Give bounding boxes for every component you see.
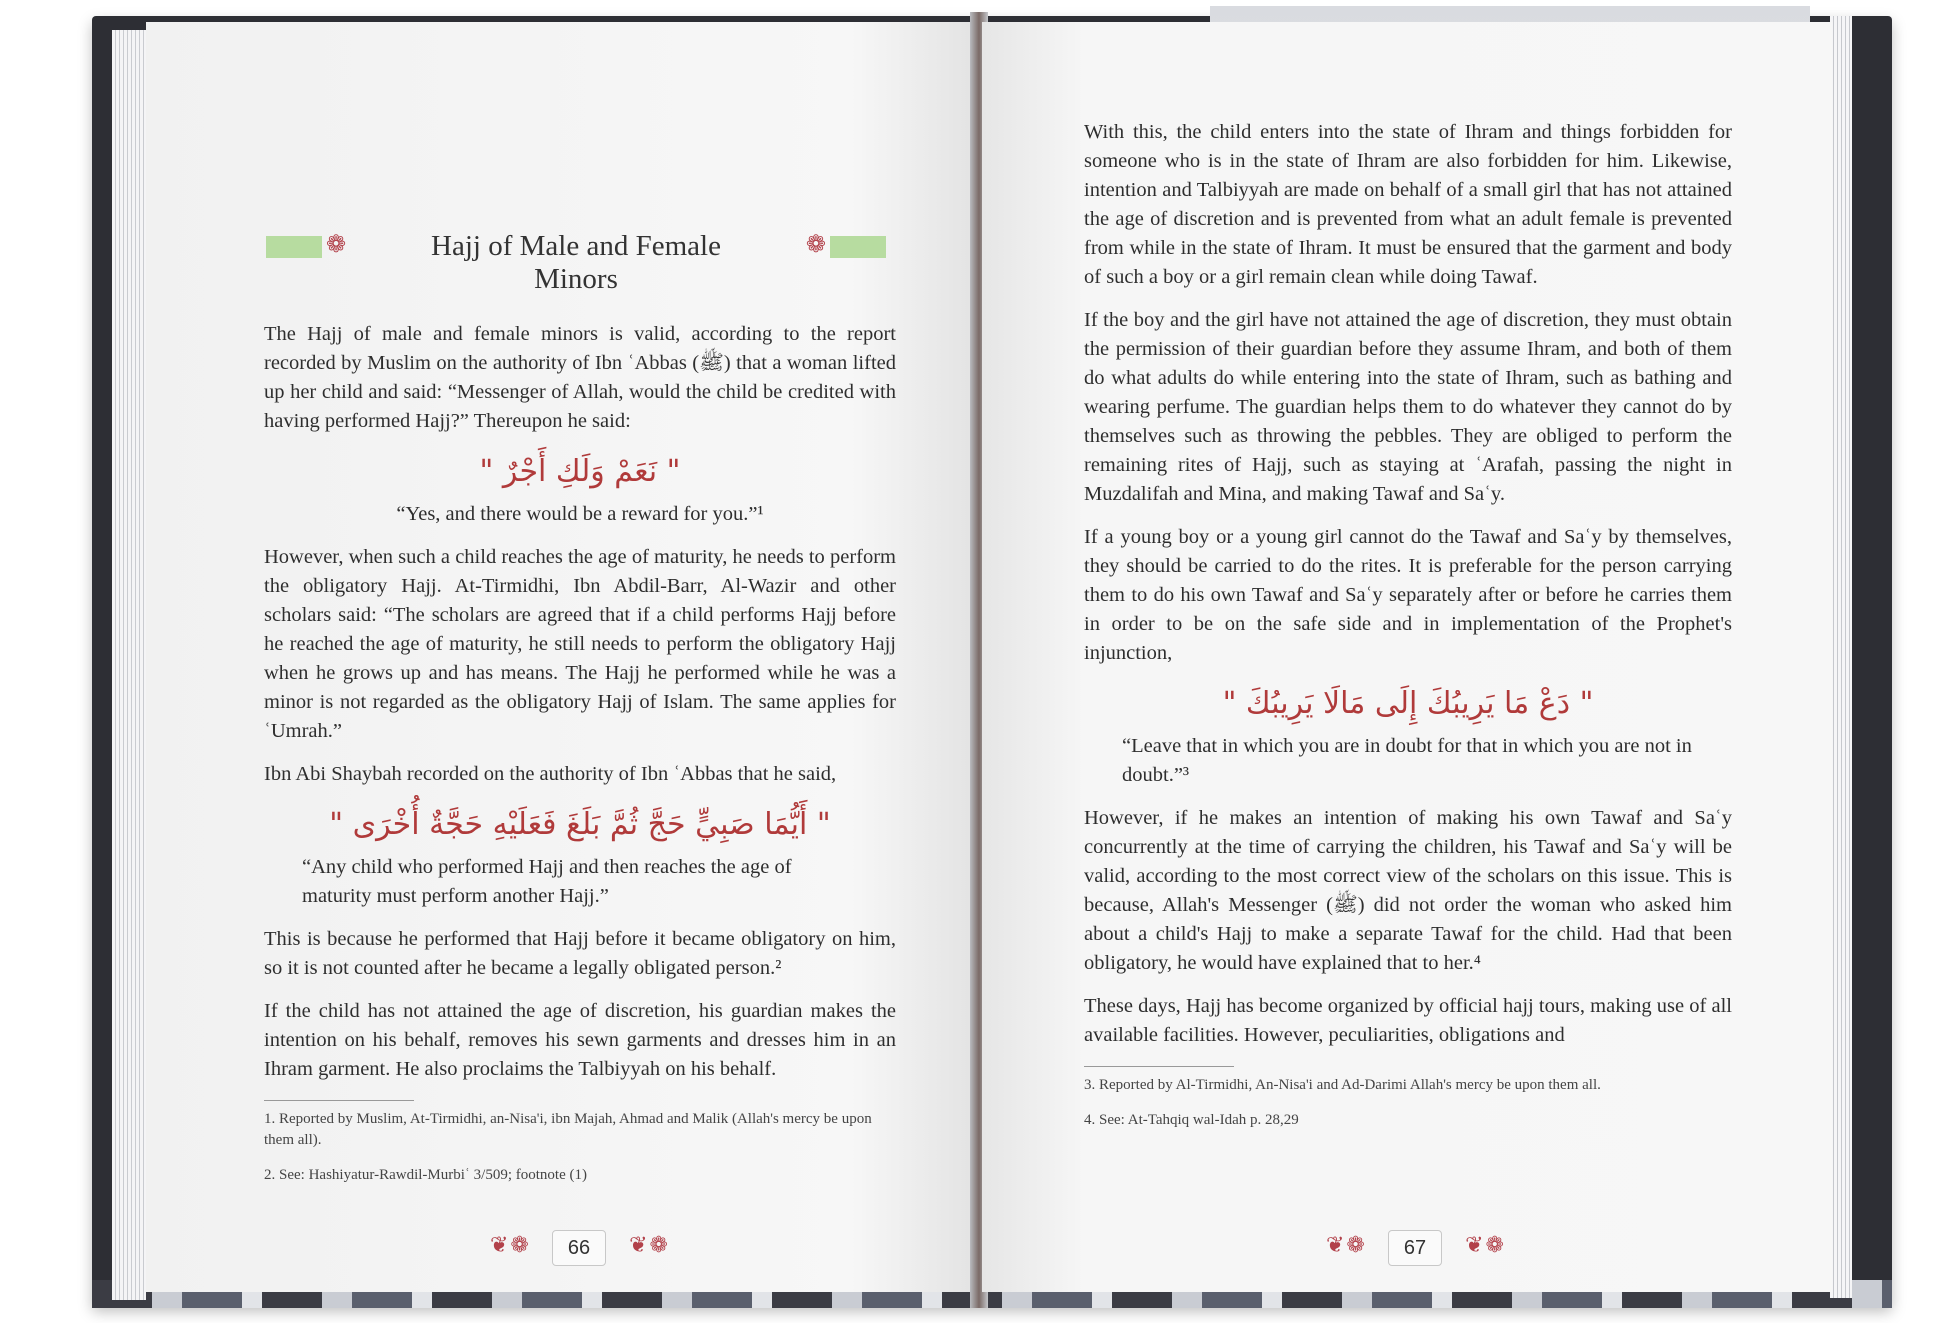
paragraph: If a young boy or a young girl cannot do the Tawaf and Saʿy by themselves, they should be carried to do the rites. It is preferable for the person carrying them to do his own Tawaf and Saʿy separately after or before he carries them in order to be on the safe side and in implementation of the Prophet's injunction, xyxy=(1084,526,1732,664)
page-edges-right xyxy=(1830,16,1852,1298)
arabic-quote: " أَيُّمَا صَبِيٍّ حَجَّ ثُمَّ بَلَغَ فَعَلَيْهِ حَجَّةٌ أُخْرَى " xyxy=(329,807,831,842)
translation-quote: “Leave that in which you are in doubt for that in which you are not in doubt.”³ xyxy=(1122,735,1692,786)
page-edges-left xyxy=(112,30,146,1300)
ornament-icon: ❦❁ xyxy=(1465,1232,1506,1257)
paragraph: With this, the child enters into the state of Ihram and things forbidden for someone who is in the state of Ihram are also forbidden for him. Likewise, intention and Talbiyyah are made on behalf of a small girl that has not attained the age of discretion and is prevented from what an adult female is prevented from while in the state of Ihram. It must be ensured that the garment and body of such a boy or a girl remain clean while doing Tawaf. xyxy=(1084,121,1732,288)
arabic-quote: " دَعْ مَا يَرِيبُكَ إِلَى مَالَا يَرِيبُكَ " xyxy=(1222,686,1594,721)
left-body-text xyxy=(264,320,896,1200)
paragraph: However, when such a child reaches the age of maturity, he needs to perform the obligatory Hajj. At-Tirmidhi, Ibn Abdil-Barr, Al-Wazir and other scholars said: “The scholars are agreed that if a child performs Hajj before he reached the age of maturity, he still needs to perform the obligatory Hajj when he grows up and has means. The Hajj he performed while he was a minor is not regarded as the obligatory Hajj of Islam. The same applies for ʿUmrah.” xyxy=(264,546,896,742)
chapter-title-row xyxy=(266,222,886,295)
paragraph: If the boy and the girl have not attained the age of discretion, they must obtain the permission of their guardian before they assume Ihram, and both of them do what adults do while entering into the state of Ihram, such as bathing and wearing perfume. The guardian helps them to do whatever they cannot do by themselves such as throwing the pebbles. They are obliged to perform the remaining rites of Hajj, such as staying at ʿArafah, passing the night in Muzdalifah and Mina, and making Tawaf and Saʿy. xyxy=(1084,309,1732,505)
footnote: 1. Reported by Muslim, At-Tirmidhi, an-Nisa'i, ibn Majah, Ahmad and Malik (Allah's mercy be upon them all). xyxy=(264,1111,872,1148)
title-bar-left xyxy=(266,236,322,258)
footnote-divider xyxy=(264,1100,414,1101)
right-body-text xyxy=(1084,118,1732,1145)
left-page xyxy=(146,22,976,1292)
translation-quote: “Yes, and there would be a reward for you.”¹ xyxy=(396,503,764,525)
footnote: 3. Reported by Al-Tirmidhi, An-Nisa'i and Ad-Darimi Allah's mercy be upon them all. xyxy=(1084,1077,1601,1093)
flower-ornament-icon: ❁ xyxy=(326,232,347,258)
paragraph: If the child has not attained the age of discretion, his guardian makes the intention on his behalf, removes his sewn garments and dresses him in an Ihram garment. He also proclaims the Talbiyyah on his behalf. xyxy=(264,1000,896,1080)
ornament-icon: ❦❁ xyxy=(629,1232,670,1257)
right-page xyxy=(982,22,1832,1292)
paragraph: These days, Hajj has become organized by official hajj tours, making use of all available facilities. However, peculiarities, obligations and xyxy=(1084,995,1732,1046)
page-number-right xyxy=(1326,1230,1506,1266)
paragraph: However, if he makes an intention of making his own Tawaf and Saʿy concurrently at the time of carrying the children, his Tawaf and Saʿy will be valid, according to the most correct view of the scholars on this issue. This is because, Allah's Messenger (ﷺ) did not order the woman who asked him about a child's Hajj to make a separate Tawaf for the child. Had that been obligatory, he would have explained that to her.⁴ xyxy=(1084,807,1733,974)
footnote: 4. See: At-Tahqiq wal-Idah p. 28,29 xyxy=(1084,1112,1299,1128)
ornament-icon: ❦❁ xyxy=(1326,1232,1367,1257)
footnote: 2. See: Hashiyatur-Rawdil-Murbiʿ 3/509; footnote (1) xyxy=(264,1167,587,1183)
page-number: 67 xyxy=(1388,1230,1442,1266)
arabic-quote: " نَعَمْ وَلَكِ أَجْرٌ " xyxy=(479,454,681,489)
flower-ornament-icon: ❁ xyxy=(805,232,826,258)
footnote-divider xyxy=(1084,1066,1234,1067)
paragraph: The Hajj of male and female minors is valid, according to the report recorded by Muslim on the authority of Ibn ʿAbbas (ﷺ) that a woman lifted up her child and said: “Messenger of Allah, would the child be credited with having performed Hajj?” Thereupon he said: xyxy=(264,323,896,432)
chapter-title: Hajj of Male and Female Minors xyxy=(431,230,721,295)
page-number: 66 xyxy=(552,1230,606,1266)
page-number-left xyxy=(490,1230,670,1266)
ornament-icon: ❦❁ xyxy=(490,1232,531,1257)
paragraph: This is because he performed that Hajj before it became obligatory on him, so it is not counted after he became a legally obligated person.² xyxy=(264,928,896,979)
translation-quote: “Any child who performed Hajj and then reaches the age of maturity must perform another Hajj.” xyxy=(302,856,792,907)
paragraph: Ibn Abi Shaybah recorded on the authority of Ibn ʿAbbas that he said, xyxy=(264,763,837,785)
title-bar-right xyxy=(830,236,886,258)
